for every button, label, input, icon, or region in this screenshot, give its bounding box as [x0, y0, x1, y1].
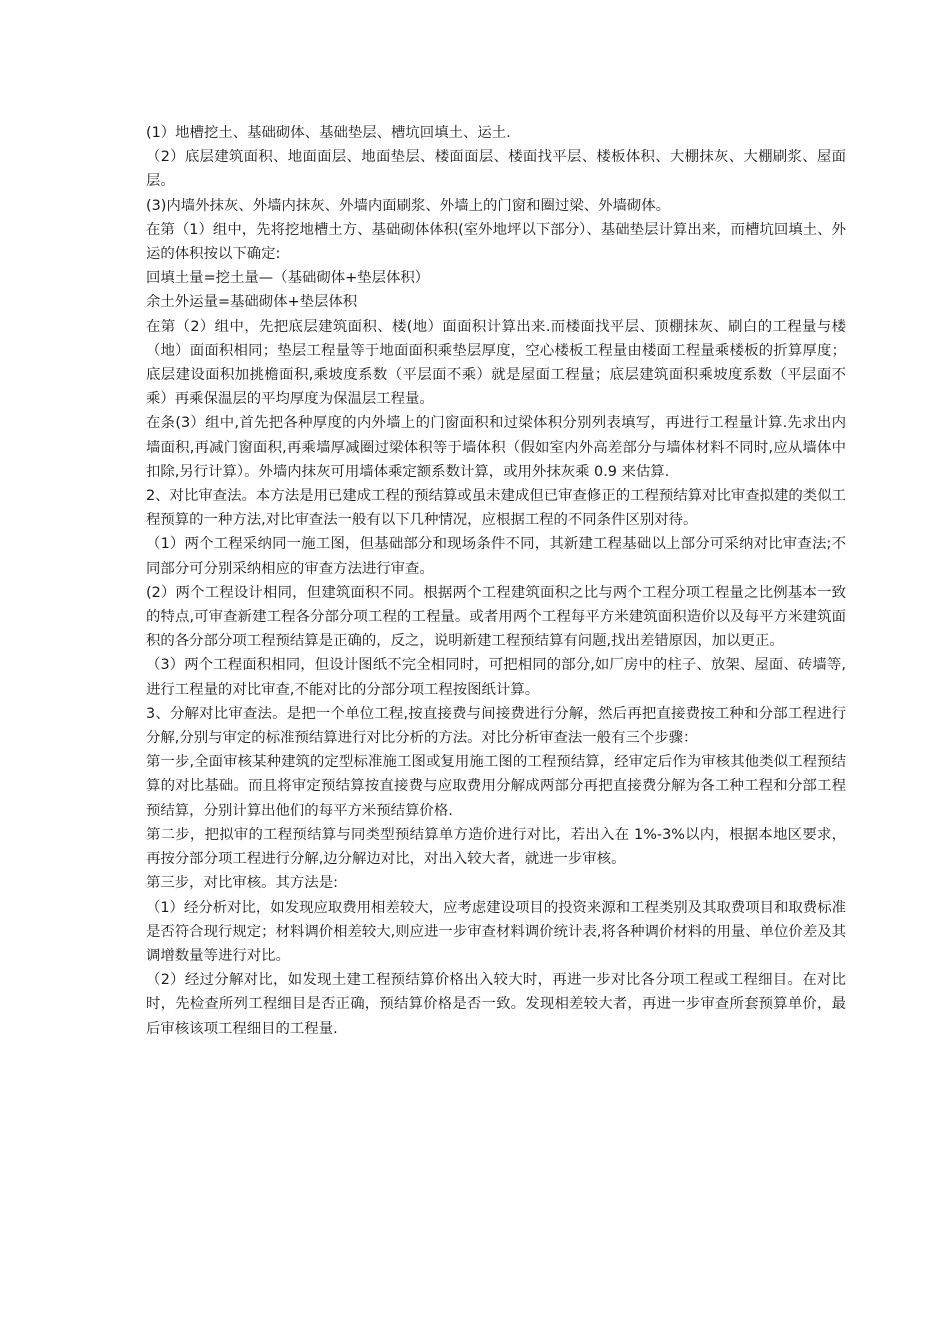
paragraph-group-3: (3)内墙外抹灰、外墙内抹灰、外墙内面刷浆、外墙上的门窗和圈过梁、外墙砌体。	[146, 197, 671, 214]
section-decomposition-method: 3、分解对比审查法。是把一个单位工程,按直接费与间接费进行分解，然后再把直接费按工种和分部工程进行分解,分别与审定的标准预结算进行对比分析的方法。对比分析审查法一般有三个步骤：	[146, 705, 846, 747]
paragraph-group3-method: 在条(3）组中,首先把各种厚度的内外墙上的门窗面积和过梁体积分别列表填写，再进行工程量计算.先求出内墙面积,再减门窗面积,再乘墙厚减圈过梁体积等于墙体积（假如室内外高差部分与墙体材料不同时,应从墙体中扣除,另行计算）。外墙内抹灰可用墙体乘定额系数计算，或用外抹灰乘 0.9 来估算.	[146, 415, 846, 480]
comparison-case-3: （3）两个工程面积相同，但设计图纸不完全相同时，可把相同的部分,如厂房中的柱子、放架、屋面、砖墙等,进行工程量的对比审查,不能对比的分部分项工程按图纸计算。	[146, 657, 846, 698]
step-3-item-1: （1）经分析对比，如发现应取费用相差较大，应考虑建设项目的投资来源和工程类别及其取费项目和取费标准是否符合现行规定；材料调价相差较大,则应进一步审查材料调价统计表,将各种调价材料的用量、单位价差及其调增数量等进行对比。	[146, 899, 846, 964]
step-2: 第二步，把拟审的工程预结算与同类型预结算单方造价进行对比，若出入在 1%-3%以内，根据本地区要求，再按分部分项工程进行分解,边分解边对比，对出入较大者，就进一步审核。	[146, 826, 846, 868]
formula-backfill: 回填土量=挖土量—（基础砌体+垫层体积）	[146, 270, 430, 287]
paragraph-group2-method: 在第（2）组中，先把底层建筑面积、楼(地）面面积计算出来.而楼面找平层、顶棚抹灰、刷白的工程量与楼（地）面面积相同；垫层工程量等于地面面积乘垫层厚度，空心楼板工程量由楼面工程量乘楼板的折算厚度；底层建设面积加挑檐面积,乘坡度系数（平层面不乘）就是屋面工程量；底层建筑面积乘坡度系数（平层面不乘）再乘保温层的平均厚度为保温层工程量。	[146, 318, 846, 408]
formula-excess-soil: 余土外运量=基础砌体+垫层体积	[146, 294, 358, 311]
step-3-item-2: （2）经过分解对比，如发现土建工程预结算价格出入较大时，再进一步对比各分项工程或工程细目。在对比时，先检查所列工程细目是否正确，预结算价格是否一致。发现相差较大者，再进一步审查所套预算单价，最后审核该项工程细目的工程量.	[146, 972, 846, 1037]
step-1: 第一步,全面审核某种建筑的定型标准施工图或复用施工图的工程预结算，经审定后作为审核其他类似工程预结算的对比基础。而且将审定预结算按直接费与应取费用分解成两部分再把直接费分解为各工种工程和分部工程预结算，分别计算出他们的每平方米预结算价格.	[146, 754, 846, 819]
step-3: 第三步，对比审核。其方法是:	[146, 875, 338, 892]
paragraph-group1-method: 在第（1）组中，先将挖地槽土方、基础砌体体积(室外地坪以下部分）、基础垫层计算出来，而槽坑回填土、外运的体积按以下确定:	[146, 221, 846, 263]
comparison-case-2: (2）两个工程设计相同，但建筑面积不同。根据两个工程建筑面积之比与两个工程分项工程量之比例基本一致的特点,可审查新建工程各分部分项工程的工程量。或者用两个工程每平方米建筑面积造价以及每平方米建筑面积的各分部分项工程预结算是正确的，反之，说明新建工程预结算有问题,找出差错原因，加以更正。	[146, 584, 846, 650]
section-comparison-method: 2、对比审查法。本方法是用已建成工程的预结算或虽未建成但已审查修正的工程预结算对比审查拟建的类似工程预算的一种方法,对比审查法一般有以下几种情况，应根据工程的不同条件区别对待。	[146, 488, 846, 529]
paragraph-group-1: (1）地槽挖土、基础砌体、基础垫层、槽坑回填土、运土.	[146, 125, 511, 141]
document-body	[146, 121, 846, 1041]
comparison-case-1: （1）两个工程采纳同一施工图，但基础部分和现场条件不同，其新建工程基础以上部分可采纳对比审查法;不同部分可分别采纳相应的审查方法进行审查。	[146, 536, 846, 577]
paragraph-group-2: （2）底层建筑面积、地面面层、地面垫层、楼面面层、楼面找平层、楼板体积、大棚抹灰、大棚刷浆、屋面层。	[146, 149, 846, 190]
